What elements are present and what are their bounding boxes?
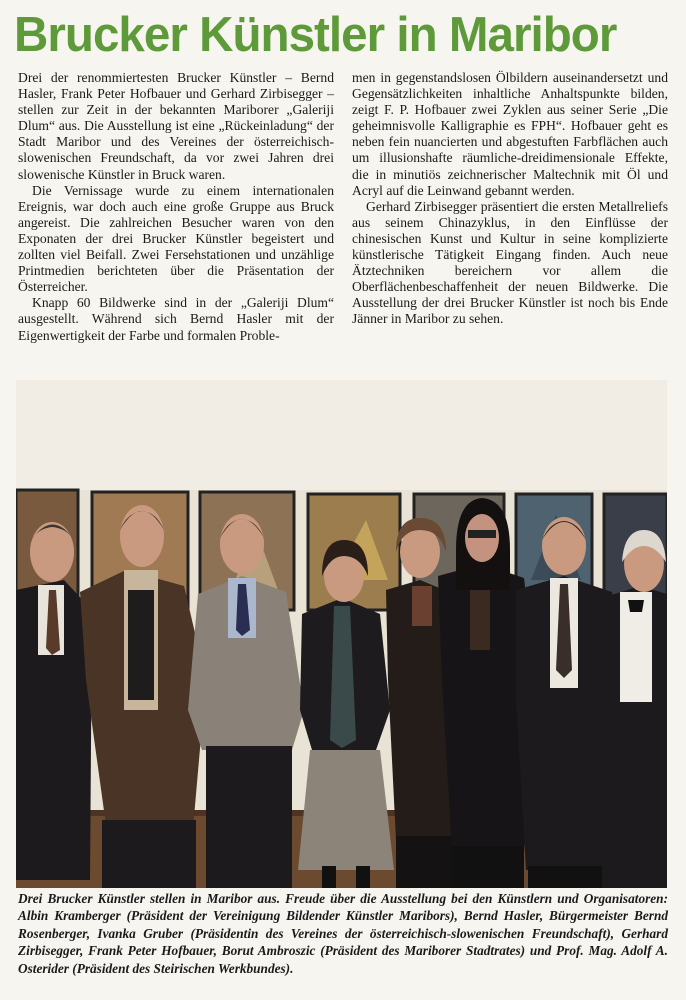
paragraph: Drei der renommiertesten Brucker Künstler – Bernd Hasler, Frank Peter Hofbauer und Gerhard Zirbisegger – stellen zur Zeit in der bekannten Mariborer „Galeriji Dlum“ aus. Die Ausstellung ist eine „Rückeinladung“ der Stadt Maribor und des Vereines der österreichisch-slowenischen Freundschaft, da vor zwei Jahren drei slowenische Künstler in Bruck waren. xyxy=(18,70,334,182)
paragraph: Knapp 60 Bildwerke sind in der „Galeriji Dlum“ ausgestellt. Während sich Bernd Hasler mit der Eigenwertigkeit der Farbe und formalen Proble- xyxy=(18,295,334,343)
paragraph: men in gegenstandslosen Ölbildern auseinandersetzt und Gegensätzlichkeiten inhaltliche Anhaltspunkte bilden, zeigt F. P. Hofbauer zwei Zyklen aus seiner Serie „Die geheimnisvolle Kalligraphie es FPH“. Hofbauer geht es neben fein nuancierten und abgestuften Farbflächen auch um illusionshafte räumliche-dreidimensionale Effekte, die in minutiös zeichnerischer Maltechnik mit Öl und Acryl auf die Leinwand gebannt werden. xyxy=(352,70,668,198)
article-column-1 xyxy=(18,70,334,375)
headline: Brucker Künstler in Maribor xyxy=(14,8,617,62)
paragraph: Gerhard Zirbisegger präsentiert die ersten Metallreliefs aus seinem Chinazyklus, in den Einflüsse der chinesischen Kunst und Kultur in seine komplizierte künstlerische Tätigkeit Eingang finden. Auch neue Ätztechniken bereichern vor allem die Oberflächenbeschaffenheit der neuen Bildwerke. Die Ausstellung der drei Brucker Künstler ist noch bis Ende Jänner in Maribor zu sehen. xyxy=(352,198,668,327)
group-photo xyxy=(16,380,667,888)
photo-caption: Drei Brucker Künstler stellen in Maribor aus. Freude über die Ausstellung bei den Künstlern und Organisatoren: Albin Kramberger (Präsident der Vereinigung Bildender Künstler Maribors), Bernd Hasler, Bürgermeister Bernd Rosenberger, Ivanka Gruber (Präsidentin des Vereines der österreichisch-slowenischen Freundschaft), Gerhard Zirbisegger, Frank Peter Hofbauer, Borut Ambroszic (Präsident des Mariborer Stadtrates) und Prof. Mag. Adolf A. Osterider (Präsident des Steirischen Werkbundes). xyxy=(18,891,668,976)
group-photo-illustration xyxy=(16,380,667,888)
article-body xyxy=(18,70,668,375)
paragraph: Die Vernissage wurde zu einem internationalen Ereignis, war doch auch eine große Gruppe aus Bruck angereist. Die zahlreichen Besucher waren von den Exponaten der drei Brucker Künstler begeistert und zollten viel Beifall. Zwei Fersehstationen und unzählige Printmedien berichteten über die Präsentation der Österreicher. xyxy=(18,182,334,295)
article-column-2 xyxy=(352,70,668,375)
